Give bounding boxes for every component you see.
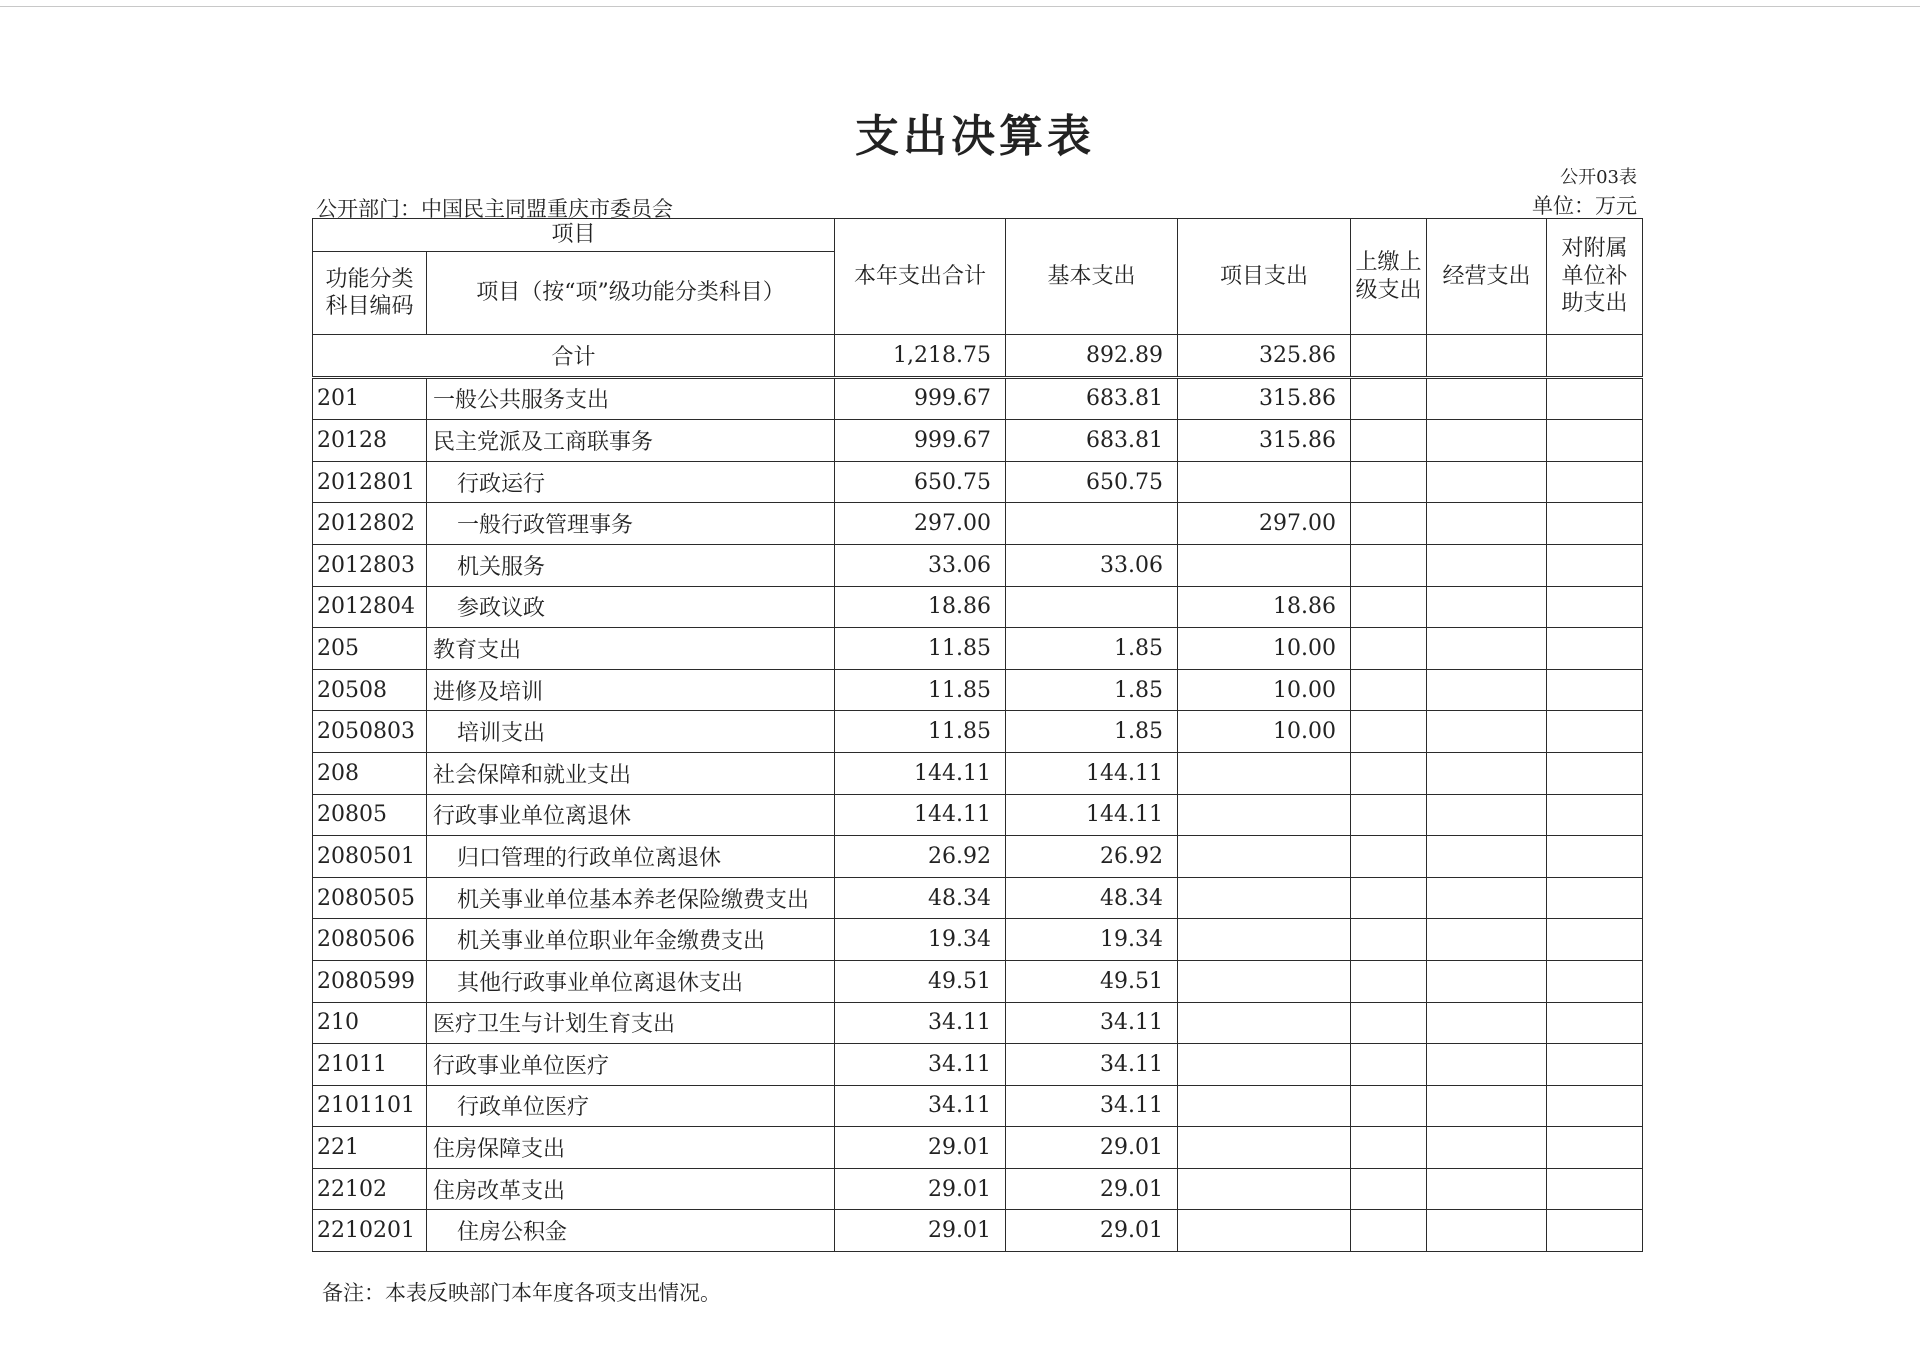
cell-subsidy — [1547, 503, 1643, 545]
cell-subsidy — [1547, 1168, 1643, 1210]
cell-total: 11.85 — [835, 669, 1006, 711]
table-row — [313, 1002, 1643, 1044]
cell-total: 29.01 — [835, 1168, 1006, 1210]
cell-total: 29.01 — [835, 1127, 1006, 1169]
cell-name: 行政运行 — [427, 461, 835, 503]
table-row — [313, 919, 1643, 961]
cell-basic — [1006, 503, 1178, 545]
cell-upper — [1351, 1168, 1427, 1210]
cell-upper — [1351, 420, 1427, 462]
cell-business — [1427, 503, 1547, 545]
cell-total: 34.11 — [835, 1085, 1006, 1127]
cell-project — [1178, 544, 1351, 586]
cell-project — [1178, 1210, 1351, 1252]
cell-project — [1178, 836, 1351, 878]
cell-business — [1427, 544, 1547, 586]
cell-business — [1427, 586, 1547, 628]
header-basic: 基本支出 — [1006, 219, 1178, 335]
cell-name: 行政单位医疗 — [427, 1085, 835, 1127]
header-item-group: 项目 — [313, 219, 835, 252]
cell-basic: 683.81 — [1006, 420, 1178, 462]
cell-project — [1178, 794, 1351, 836]
total-basic: 892.89 — [1006, 335, 1178, 378]
cell-subsidy — [1547, 669, 1643, 711]
cell-upper — [1351, 1002, 1427, 1044]
cell-code: 208 — [313, 752, 427, 794]
table-row — [313, 1210, 1643, 1252]
cell-code: 2080506 — [313, 919, 427, 961]
table-row — [313, 960, 1643, 1002]
cell-subsidy — [1547, 752, 1643, 794]
total-project: 325.86 — [1178, 335, 1351, 378]
cell-project — [1178, 919, 1351, 961]
cell-code: 201 — [313, 377, 427, 420]
cell-project: 10.00 — [1178, 628, 1351, 670]
table-row — [313, 794, 1643, 836]
cell-subsidy — [1547, 1085, 1643, 1127]
header-total: 本年支出合计 — [835, 219, 1006, 335]
total-amount: 1,218.75 — [835, 335, 1006, 378]
cell-upper — [1351, 503, 1427, 545]
cell-upper — [1351, 711, 1427, 753]
cell-project — [1178, 461, 1351, 503]
cell-basic: 34.11 — [1006, 1044, 1178, 1086]
cell-business — [1427, 377, 1547, 420]
cell-name: 行政事业单位离退休 — [427, 794, 835, 836]
cell-basic: 49.51 — [1006, 960, 1178, 1002]
footnote: 备注：本表反映部门本年度各项支出情况。 — [322, 1281, 721, 1305]
cell-basic: 33.06 — [1006, 544, 1178, 586]
cell-code: 2080505 — [313, 877, 427, 919]
cell-subsidy — [1547, 420, 1643, 462]
cell-project — [1178, 960, 1351, 1002]
cell-code: 2012802 — [313, 503, 427, 545]
cell-code: 20128 — [313, 420, 427, 462]
cell-business — [1427, 1168, 1547, 1210]
cell-basic: 144.11 — [1006, 752, 1178, 794]
cell-name: 一般行政管理事务 — [427, 503, 835, 545]
cell-code: 2210201 — [313, 1210, 427, 1252]
cell-name: 机关事业单位职业年金缴费支出 — [427, 919, 835, 961]
cell-name: 培训支出 — [427, 711, 835, 753]
table-row — [313, 711, 1643, 753]
cell-code: 22102 — [313, 1168, 427, 1210]
cell-code: 20508 — [313, 669, 427, 711]
cell-name: 机关服务 — [427, 544, 835, 586]
cell-name: 其他行政事业单位离退休支出 — [427, 960, 835, 1002]
cell-code: 21011 — [313, 1044, 427, 1086]
cell-name: 住房改革支出 — [427, 1168, 835, 1210]
cell-basic: 48.34 — [1006, 877, 1178, 919]
header-business: 经营支出 — [1427, 219, 1547, 335]
cell-total: 999.67 — [835, 420, 1006, 462]
cell-name: 机关事业单位基本养老保险缴费支出 — [427, 877, 835, 919]
cell-subsidy — [1547, 586, 1643, 628]
cell-basic: 650.75 — [1006, 461, 1178, 503]
cell-name: 民主党派及工商联事务 — [427, 420, 835, 462]
cell-upper — [1351, 1085, 1427, 1127]
cell-basic: 34.11 — [1006, 1085, 1178, 1127]
table-row — [313, 377, 1643, 420]
cell-basic: 1.85 — [1006, 669, 1178, 711]
cell-subsidy — [1547, 1002, 1643, 1044]
header-name: 项目（按“项”级功能分类科目） — [427, 252, 835, 335]
cell-upper — [1351, 461, 1427, 503]
expenditure-table — [312, 218, 1643, 1252]
table-row — [313, 836, 1643, 878]
cell-basic: 19.34 — [1006, 919, 1178, 961]
cell-total: 144.11 — [835, 794, 1006, 836]
cell-basic: 26.92 — [1006, 836, 1178, 878]
cell-upper — [1351, 669, 1427, 711]
cell-name: 社会保障和就业支出 — [427, 752, 835, 794]
cell-total: 48.34 — [835, 877, 1006, 919]
unit-label: 单位：万元 — [1532, 194, 1637, 218]
cell-business — [1427, 711, 1547, 753]
cell-code: 2101101 — [313, 1085, 427, 1127]
cell-business — [1427, 1085, 1547, 1127]
cell-business — [1427, 919, 1547, 961]
cell-total: 26.92 — [835, 836, 1006, 878]
cell-project — [1178, 1044, 1351, 1086]
cell-upper — [1351, 1127, 1427, 1169]
cell-code: 20805 — [313, 794, 427, 836]
table-row — [313, 503, 1643, 545]
cell-upper — [1351, 1210, 1427, 1252]
cell-name: 住房公积金 — [427, 1210, 835, 1252]
table-row — [313, 1168, 1643, 1210]
cell-code: 2012804 — [313, 586, 427, 628]
cell-basic: 1.85 — [1006, 628, 1178, 670]
cell-subsidy — [1547, 711, 1643, 753]
cell-upper — [1351, 586, 1427, 628]
cell-total: 144.11 — [835, 752, 1006, 794]
cell-business — [1427, 836, 1547, 878]
table-row — [313, 420, 1643, 462]
cell-subsidy — [1547, 1044, 1643, 1086]
cell-upper — [1351, 794, 1427, 836]
cell-total: 49.51 — [835, 960, 1006, 1002]
cell-total: 999.67 — [835, 377, 1006, 420]
cell-subsidy — [1547, 960, 1643, 1002]
page-title: 支出决算表 — [855, 111, 1095, 162]
cell-upper — [1351, 752, 1427, 794]
table-row — [313, 1085, 1643, 1127]
cell-code: 2050803 — [313, 711, 427, 753]
cell-upper — [1351, 960, 1427, 1002]
cell-business — [1427, 960, 1547, 1002]
table-row — [313, 877, 1643, 919]
total-business — [1427, 335, 1547, 378]
cell-code: 2012803 — [313, 544, 427, 586]
cell-project: 315.86 — [1178, 420, 1351, 462]
table-row — [313, 586, 1643, 628]
cell-total: 33.06 — [835, 544, 1006, 586]
cell-basic: 1.85 — [1006, 711, 1178, 753]
cell-project: 18.86 — [1178, 586, 1351, 628]
cell-name: 教育支出 — [427, 628, 835, 670]
cell-project — [1178, 1002, 1351, 1044]
cell-total: 29.01 — [835, 1210, 1006, 1252]
cell-project — [1178, 752, 1351, 794]
header-project: 项目支出 — [1178, 219, 1351, 335]
cell-subsidy — [1547, 628, 1643, 670]
cell-project: 10.00 — [1178, 711, 1351, 753]
cell-upper — [1351, 544, 1427, 586]
cell-total: 34.11 — [835, 1044, 1006, 1086]
cell-total: 19.34 — [835, 919, 1006, 961]
cell-upper — [1351, 377, 1427, 420]
cell-project: 315.86 — [1178, 377, 1351, 420]
cell-upper — [1351, 877, 1427, 919]
cell-code: 210 — [313, 1002, 427, 1044]
cell-total: 18.86 — [835, 586, 1006, 628]
total-row — [313, 335, 1643, 378]
cell-business — [1427, 752, 1547, 794]
cell-subsidy — [1547, 877, 1643, 919]
cell-name: 一般公共服务支出 — [427, 377, 835, 420]
cell-total: 11.85 — [835, 628, 1006, 670]
cell-code: 221 — [313, 1127, 427, 1169]
cell-business — [1427, 877, 1547, 919]
cell-subsidy — [1547, 919, 1643, 961]
cell-business — [1427, 1044, 1547, 1086]
cell-basic: 29.01 — [1006, 1210, 1178, 1252]
cell-name: 归口管理的行政单位离退休 — [427, 836, 835, 878]
cell-business — [1427, 794, 1547, 836]
cell-name: 住房保障支出 — [427, 1127, 835, 1169]
cell-upper — [1351, 836, 1427, 878]
cell-code: 205 — [313, 628, 427, 670]
form-number: 公开03表 — [1560, 167, 1637, 188]
table-row — [313, 669, 1643, 711]
cell-project: 297.00 — [1178, 503, 1351, 545]
cell-upper — [1351, 919, 1427, 961]
cell-subsidy — [1547, 544, 1643, 586]
cell-basic: 34.11 — [1006, 1002, 1178, 1044]
cell-total: 34.11 — [835, 1002, 1006, 1044]
table-row — [313, 752, 1643, 794]
cell-project: 10.00 — [1178, 669, 1351, 711]
cell-business — [1427, 1002, 1547, 1044]
cell-project — [1178, 1168, 1351, 1210]
cell-subsidy — [1547, 377, 1643, 420]
cell-subsidy — [1547, 1210, 1643, 1252]
page-top-border — [0, 6, 1920, 7]
cell-total: 650.75 — [835, 461, 1006, 503]
header-subsidy: 对附属单位补助支出 — [1547, 219, 1643, 335]
department-label: 公开部门：中国民主同盟重庆市委员会 — [316, 197, 673, 221]
total-label: 合计 — [313, 335, 835, 378]
cell-basic: 29.01 — [1006, 1168, 1178, 1210]
cell-total: 297.00 — [835, 503, 1006, 545]
cell-total: 11.85 — [835, 711, 1006, 753]
cell-name: 医疗卫生与计划生育支出 — [427, 1002, 835, 1044]
cell-upper — [1351, 628, 1427, 670]
table-row — [313, 461, 1643, 503]
total-upper — [1351, 335, 1427, 378]
cell-business — [1427, 1127, 1547, 1169]
cell-business — [1427, 420, 1547, 462]
cell-code: 2012801 — [313, 461, 427, 503]
cell-subsidy — [1547, 794, 1643, 836]
table-row — [313, 628, 1643, 670]
table-row — [313, 544, 1643, 586]
cell-project — [1178, 1085, 1351, 1127]
cell-name: 行政事业单位医疗 — [427, 1044, 835, 1086]
cell-upper — [1351, 1044, 1427, 1086]
cell-project — [1178, 877, 1351, 919]
cell-subsidy — [1547, 836, 1643, 878]
cell-business — [1427, 628, 1547, 670]
cell-project — [1178, 1127, 1351, 1169]
cell-basic: 144.11 — [1006, 794, 1178, 836]
cell-name: 参政议政 — [427, 586, 835, 628]
cell-code: 2080501 — [313, 836, 427, 878]
cell-subsidy — [1547, 1127, 1643, 1169]
cell-code: 2080599 — [313, 960, 427, 1002]
cell-business — [1427, 1210, 1547, 1252]
cell-basic — [1006, 586, 1178, 628]
cell-subsidy — [1547, 461, 1643, 503]
cell-business — [1427, 461, 1547, 503]
header-upper: 上缴上级支出 — [1351, 219, 1427, 335]
cell-name: 进修及培训 — [427, 669, 835, 711]
cell-business — [1427, 669, 1547, 711]
total-subsidy — [1547, 335, 1643, 378]
table-row — [313, 1044, 1643, 1086]
cell-basic: 29.01 — [1006, 1127, 1178, 1169]
header-code: 功能分类科目编码 — [313, 252, 427, 335]
cell-basic: 683.81 — [1006, 377, 1178, 420]
table-row — [313, 1127, 1643, 1169]
